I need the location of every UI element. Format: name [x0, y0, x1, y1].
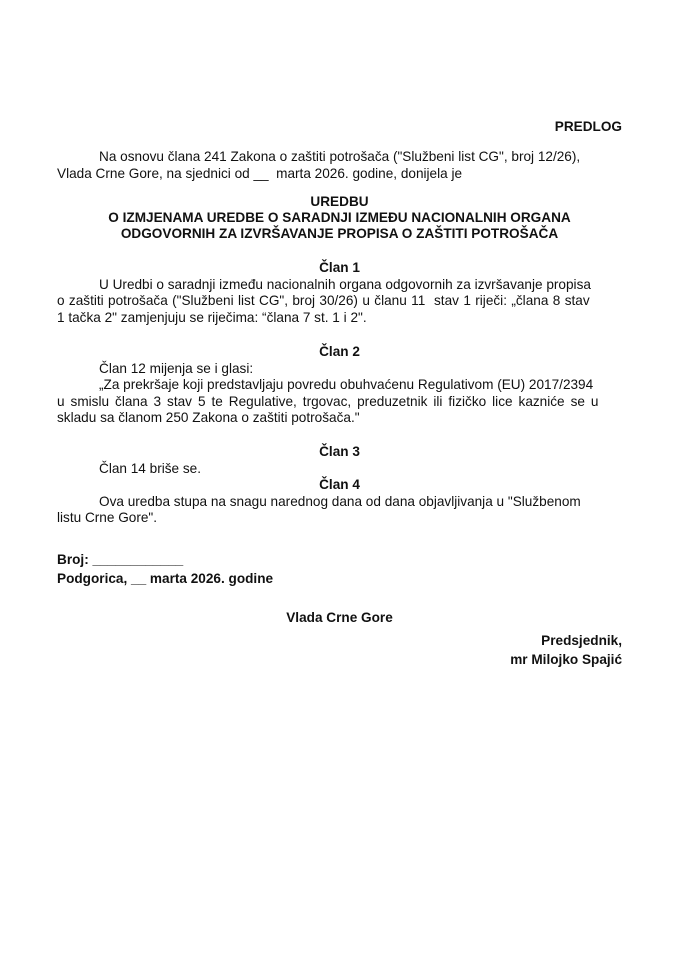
proposal-label: PREDLOG: [554, 119, 622, 134]
article-line: U Uredbi o saradnji između nacionalnih organa odgovornih za izvršavanje propisa: [99, 276, 591, 292]
article-line: u smislu člana 3 stav 5 te Regulative, trgovac, preduzetnik ili fizičko lice kazniće se u: [57, 393, 599, 409]
signatory-title: Predsjednik,: [541, 633, 622, 648]
title-line-2: O IZMJENAMA UREDBE O SARADNJI IZMEĐU NACIONALNIH ORGANA: [108, 210, 571, 225]
article-line: Član 14 briše se.: [99, 460, 202, 476]
article-heading: Član 1: [319, 260, 360, 275]
article-line: o zaštiti potrošača ("Službeni list CG", broj 30/26) u članu 11 stav 1 riječi: „člana 8 stav: [57, 293, 590, 308]
article-heading: Član 2: [319, 344, 360, 359]
article-2: [57, 344, 622, 427]
preamble-line-2: Vlada Crne Gore, na sjednici od __ marta 2026. godine, donijela je: [57, 165, 463, 181]
article-heading: Član 4: [319, 477, 360, 492]
issuing-authority: Vlada Crne Gore: [286, 610, 393, 625]
article-line: Član 12 mijenja se i glasi:: [99, 360, 254, 376]
article-1: [57, 260, 622, 326]
preamble: [57, 149, 622, 182]
title-line-1: UREDBU: [310, 194, 369, 209]
document-number: Broj: ____________: [57, 552, 184, 567]
title-line-3: ODGOVORNIH ZA IZVRŠAVANJE PROPISA O ZAŠTITI POTROŠAČA: [120, 226, 559, 241]
article-line: 1 tačka 2" zamjenjuju se riječima: “člana 7 st. 1 i 2".: [57, 309, 367, 325]
preamble-line-1: Na osnovu člana 241 Zakona o zaštiti potrošača ("Službeni list CG", broj 12/26),: [99, 149, 581, 164]
document-title: [57, 194, 622, 242]
article-heading: Član 3: [319, 444, 360, 459]
article-line: „Za prekršaje koji predstavljaju povredu obuhvaćenu Regulativom (EU) 2017/2394: [99, 377, 594, 392]
place-and-date: Podgorica, __ marta 2026. godine: [57, 571, 274, 586]
signatory-name: mr Milojko Spajić: [510, 652, 622, 667]
article-line: Ova uredba stupa na snagu narednog dana od dana objavljivanja u "Službenom: [99, 493, 581, 509]
article-4: [57, 477, 622, 527]
article-line: listu Crne Gore".: [57, 510, 158, 525]
article-line: skladu sa članom 250 Zakona o zaštiti potrošača.": [57, 410, 360, 425]
article-3: [57, 444, 622, 477]
